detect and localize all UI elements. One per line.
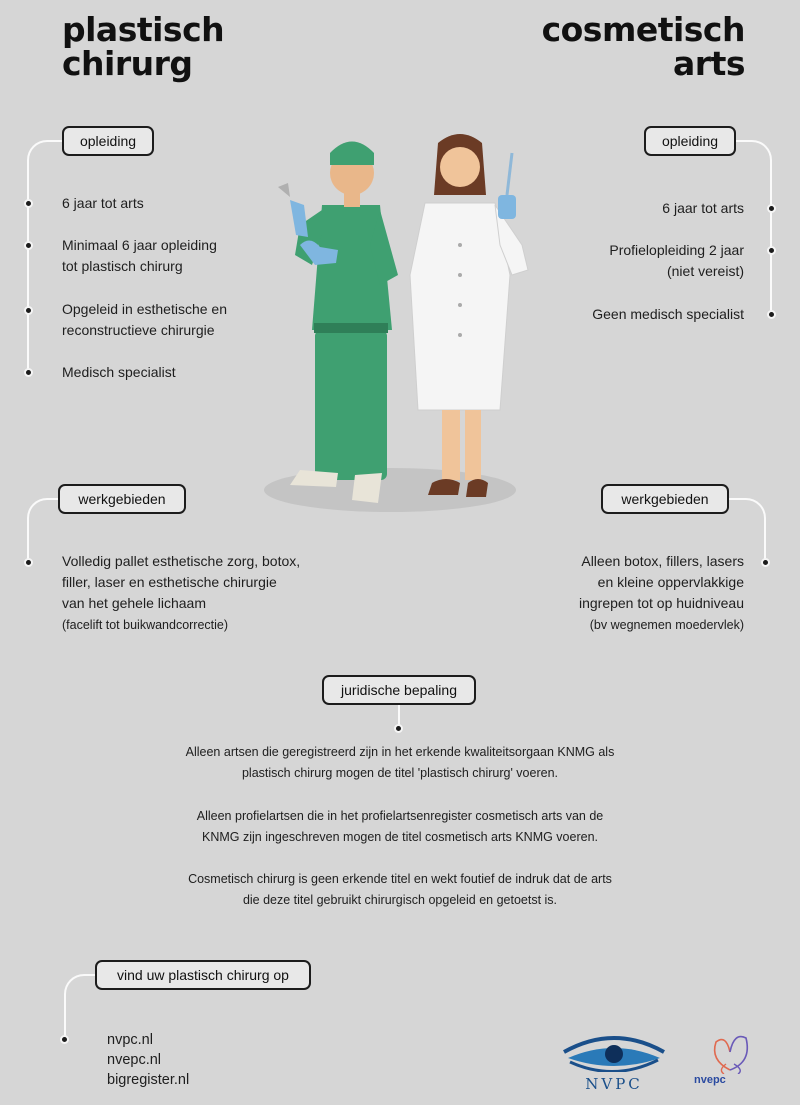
surgeon-figure: [278, 142, 398, 504]
right-werkgebieden-item: ingrepen tot op huidniveau: [578, 595, 744, 611]
left-opleiding-item: 6 jaar tot arts: [62, 195, 144, 211]
right-opleiding-connector: [735, 140, 772, 316]
right-werkgebieden-item: Alleen botox, fillers, lasers: [581, 553, 744, 569]
right-opleiding-item: Geen medisch specialist: [592, 306, 744, 322]
bullet-dot: [767, 204, 776, 213]
right-title-line-2: arts: [673, 44, 745, 83]
right-werkgebieden-label: werkgebieden: [601, 484, 729, 514]
juridisch-line: Cosmetisch chirurg is geen erkende titel en wekt foutief de indruk dat de arts: [188, 872, 612, 886]
left-title-line-1: plastisch: [62, 10, 225, 49]
left-opleiding-item: Minimaal 6 jaar opleiding: [62, 237, 217, 253]
links-list: [107, 1030, 189, 1090]
juridisch-line: Alleen profielartsen die in het profielartsenregister cosmetisch arts van de: [196, 809, 604, 823]
left-werkgebieden-item: van het gehele lichaam: [62, 595, 206, 611]
nvpc-logo-text: NVPC: [585, 1075, 643, 1093]
juridisch-label: juridische bepaling: [322, 675, 476, 705]
nvepc-logo-text: nvepc: [694, 1074, 726, 1086]
right-opleiding-label: opleiding: [644, 126, 736, 156]
left-werkgebieden-note: (facelift tot buikwandcorrectie): [62, 618, 229, 632]
bullet-dot: [24, 241, 33, 250]
left-opleiding-label: opleiding: [62, 126, 154, 156]
doctors-illustration: [260, 125, 540, 520]
juridisch-line: plastisch chirurg mogen de titel 'plastisch chirurg' voeren.: [241, 766, 559, 780]
juridisch-line: die deze titel gebruikt chirurgisch opgeleid en getoetst is.: [242, 893, 558, 907]
juridisch-line: Alleen artsen die geregistreerd zijn in het erkende kwaliteitsorgaan KNMG als: [185, 745, 615, 759]
bullet-dot: [767, 246, 776, 255]
right-opleiding-item: 6 jaar tot arts: [662, 200, 744, 216]
left-werkgebieden-connector: [27, 498, 59, 564]
right-title-line-1: cosmetisch: [541, 10, 745, 49]
left-werkgebieden-item: filler, laser en esthetische chirurgie: [62, 574, 277, 590]
right-werkgebieden-note: (bv wegnemen moedervlek): [589, 618, 744, 632]
juridisch-paragraph-3: [100, 869, 700, 911]
bullet-dot: [24, 306, 33, 315]
left-title: [62, 10, 225, 83]
right-werkgebieden-item: en kleine oppervlakkige: [597, 574, 744, 590]
left-werkgebieden-item: Volledig pallet esthetische zorg, botox,: [62, 553, 301, 569]
right-opleiding-item: (niet vereist): [666, 263, 744, 279]
right-opleiding-item: Profielopleiding 2 jaar: [609, 242, 744, 258]
bullet-dot: [24, 558, 33, 567]
link-nvepc[interactable]: nvepc.nl: [107, 1052, 162, 1068]
cosmetic-doctor-figure: [410, 134, 528, 497]
link-bigregister[interactable]: bigregister.nl: [107, 1072, 190, 1088]
nvepc-logo: [690, 1030, 770, 1090]
bullet-dot: [767, 310, 776, 319]
left-opleiding-item: reconstructieve chirurgie: [62, 322, 215, 338]
bullet-dot: [24, 368, 33, 377]
left-title-line-2: chirurg: [62, 44, 193, 83]
vind-connector: [64, 974, 97, 1040]
link-nvpc[interactable]: nvpc.nl: [107, 1032, 153, 1048]
right-title: [541, 10, 745, 83]
juridisch-paragraph-1: [100, 742, 700, 784]
left-opleiding-item: Medisch specialist: [62, 364, 176, 380]
nvpc-logo: [560, 1030, 668, 1093]
vind-label: vind uw plastisch chirurg op: [95, 960, 311, 990]
left-opleiding-connector: [27, 140, 63, 375]
juridisch-line: KNMG zijn ingeschreven mogen de titel cosmetisch arts KNMG voeren.: [202, 830, 598, 844]
bullet-dot: [60, 1035, 69, 1044]
bullet-dot: [24, 199, 33, 208]
left-werkgebieden-label: werkgebieden: [58, 484, 186, 514]
bullet-dot: [761, 558, 770, 567]
left-opleiding-item: tot plastisch chirurg: [62, 258, 183, 274]
bullet-dot: [394, 724, 403, 733]
butterfly-icon: [690, 1030, 770, 1074]
nvpc-eye-icon: [560, 1030, 668, 1072]
left-opleiding-item: Opgeleid in esthetische en: [62, 301, 227, 317]
juridisch-paragraph-2: [100, 806, 700, 848]
